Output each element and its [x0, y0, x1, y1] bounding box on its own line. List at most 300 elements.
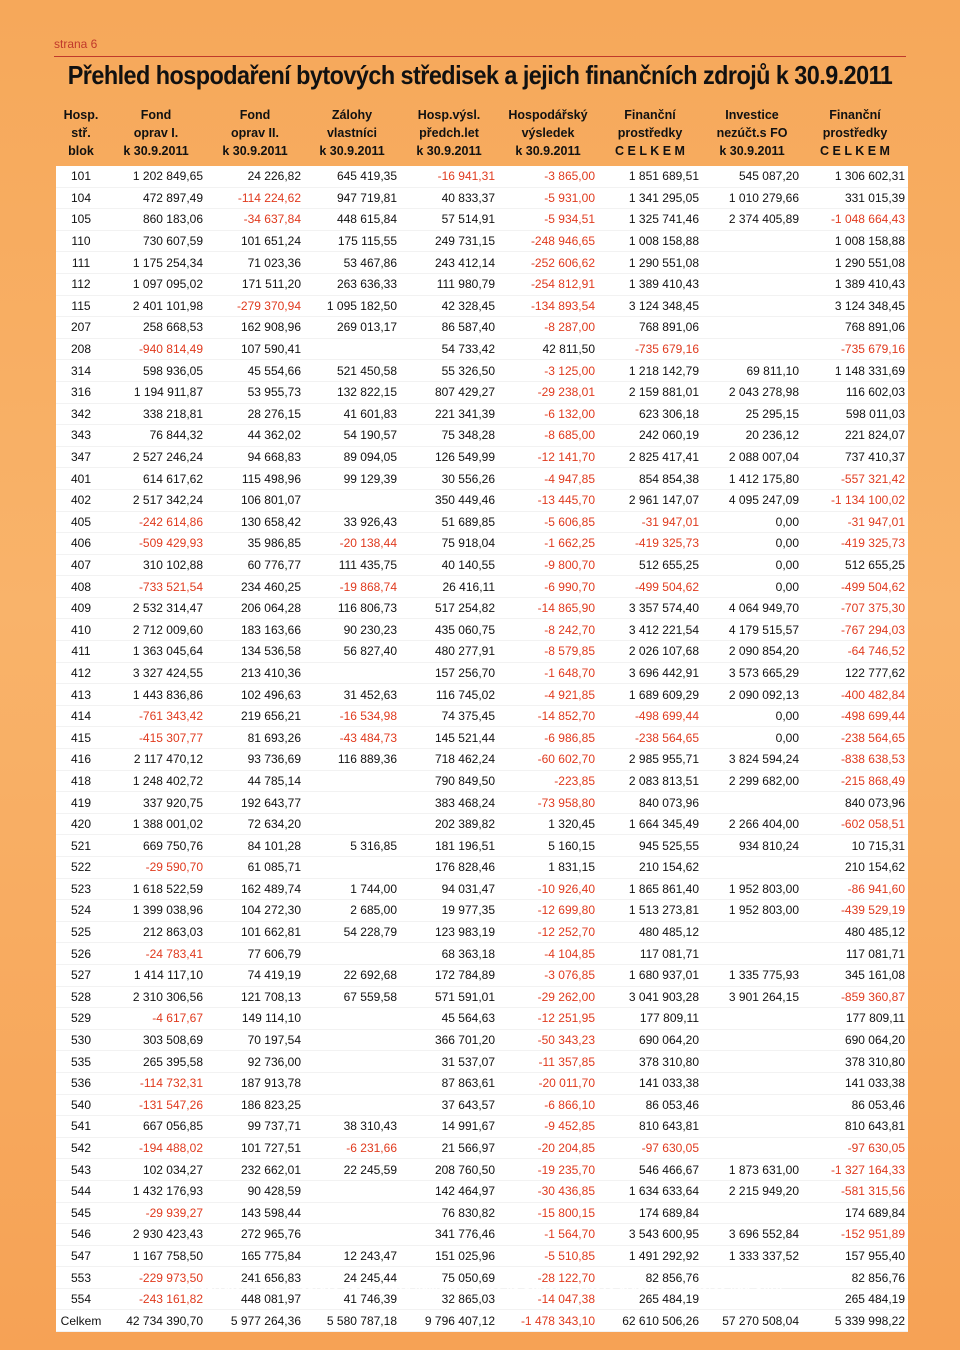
value-cell: 40 140,55 — [400, 554, 498, 576]
value-cell: 1 873 631,00 — [702, 1159, 802, 1181]
value-cell: 157 256,70 — [400, 662, 498, 684]
blok-cell: 105 — [56, 209, 106, 231]
value-cell: 175 115,55 — [304, 230, 400, 252]
value-cell: 3 901 264,15 — [702, 986, 802, 1008]
value-cell: 219 656,21 — [206, 705, 304, 727]
blok-cell: 535 — [56, 1051, 106, 1073]
table-row — [56, 662, 908, 684]
value-cell: 807 429,27 — [400, 381, 498, 403]
value-cell: 1 325 741,46 — [598, 209, 702, 231]
value-cell: 2 930 423,43 — [106, 1224, 206, 1246]
value-cell: 5 580 787,18 — [304, 1310, 400, 1332]
value-cell: -8 287,00 — [498, 317, 598, 339]
value-cell: 1 388 001,02 — [106, 813, 206, 835]
table-row — [56, 597, 908, 619]
value-cell: 1 689 609,29 — [598, 684, 702, 706]
value-cell: -15 800,15 — [498, 1202, 598, 1224]
value-cell: 1 618 522,59 — [106, 878, 206, 900]
table-row — [56, 511, 908, 533]
value-cell: 104 272,30 — [206, 900, 304, 922]
value-cell: 243 412,14 — [400, 252, 498, 274]
value-cell: 790 849,50 — [400, 770, 498, 792]
blok-cell: 401 — [56, 468, 106, 490]
value-cell: 74 419,19 — [206, 964, 304, 986]
value-cell: -9 452,85 — [498, 1116, 598, 1138]
table-row — [56, 986, 908, 1008]
value-cell: 1 513 273,81 — [598, 900, 702, 922]
column-header — [206, 104, 304, 166]
value-cell: 947 719,81 — [304, 187, 400, 209]
value-cell: -14 047,38 — [498, 1288, 598, 1310]
column-header-line: C E L K E M — [820, 144, 890, 158]
value-cell: -400 482,84 — [802, 684, 908, 706]
value-cell: 2 266 404,00 — [702, 813, 802, 835]
blok-cell: 406 — [56, 533, 106, 555]
value-cell: 854 854,38 — [598, 468, 702, 490]
table-row — [56, 317, 908, 339]
table-row — [56, 878, 908, 900]
value-cell: 76 844,32 — [106, 425, 206, 447]
value-cell: 94 668,83 — [206, 446, 304, 468]
value-cell: -1 648,70 — [498, 662, 598, 684]
column-header-line: blok — [68, 144, 94, 158]
value-cell: -602 058,51 — [802, 813, 908, 835]
table-row — [56, 187, 908, 209]
value-cell: -499 504,62 — [598, 576, 702, 598]
value-cell: 1 680 937,01 — [598, 964, 702, 986]
value-cell: 115 498,96 — [206, 468, 304, 490]
value-cell: 25 295,15 — [702, 403, 802, 425]
table-row — [56, 446, 908, 468]
value-cell: 41 601,83 — [304, 403, 400, 425]
value-cell: 57 514,91 — [400, 209, 498, 231]
table-row — [56, 964, 908, 986]
value-cell: -131 547,26 — [106, 1094, 206, 1116]
value-cell: 1 175 254,34 — [106, 252, 206, 274]
value-cell: 82 856,76 — [802, 1267, 908, 1289]
finance-table — [56, 104, 908, 1332]
table-row — [56, 1245, 908, 1267]
blok-cell: 110 — [56, 230, 106, 252]
value-cell: -29 590,70 — [106, 857, 206, 879]
value-cell: -707 375,30 — [802, 597, 908, 619]
value-cell: 3 124 348,45 — [802, 295, 908, 317]
value-cell: 1 952 803,00 — [702, 878, 802, 900]
value-cell: 202 389,82 — [400, 813, 498, 835]
value-cell: 67 559,58 — [304, 986, 400, 1008]
value-cell: 142 464,97 — [400, 1180, 498, 1202]
total-label: Celkem — [56, 1310, 106, 1332]
value-cell: 89 094,05 — [304, 446, 400, 468]
value-cell: -509 429,93 — [106, 533, 206, 555]
value-cell: 86 587,40 — [400, 317, 498, 339]
value-cell: 116 889,36 — [304, 749, 400, 771]
value-cell: 366 701,20 — [400, 1029, 498, 1051]
blok-cell: 541 — [56, 1116, 106, 1138]
value-cell: 121 708,13 — [206, 986, 304, 1008]
value-cell: 2 532 314,47 — [106, 597, 206, 619]
value-cell: 435 060,75 — [400, 619, 498, 641]
value-cell — [304, 1008, 400, 1030]
value-cell: 123 983,19 — [400, 921, 498, 943]
value-cell: 0,00 — [702, 511, 802, 533]
blok-cell: 412 — [56, 662, 106, 684]
value-cell: 1 148 331,69 — [802, 360, 908, 382]
value-cell: -1 662,25 — [498, 533, 598, 555]
value-cell: 571 591,01 — [400, 986, 498, 1008]
value-cell: 2 090 092,13 — [702, 684, 802, 706]
value-cell — [304, 813, 400, 835]
value-cell: 768 891,06 — [598, 317, 702, 339]
value-cell: 20 236,12 — [702, 425, 802, 447]
value-cell: -252 606,62 — [498, 252, 598, 274]
value-cell: 22 245,59 — [304, 1159, 400, 1181]
value-cell: 143 598,44 — [206, 1202, 304, 1224]
value-cell: 151 025,96 — [400, 1245, 498, 1267]
value-cell: -5 931,00 — [498, 187, 598, 209]
value-cell: 3 327 424,55 — [106, 662, 206, 684]
value-cell: 75 050,69 — [400, 1267, 498, 1289]
value-cell: 56 827,40 — [304, 641, 400, 663]
value-cell: 0,00 — [702, 705, 802, 727]
value-cell: -30 436,85 — [498, 1180, 598, 1202]
value-cell: -4 947,85 — [498, 468, 598, 490]
value-cell: 28 276,15 — [206, 403, 304, 425]
blok-cell: 540 — [56, 1094, 106, 1116]
value-cell: 3 357 574,40 — [598, 597, 702, 619]
table-row — [56, 705, 908, 727]
value-cell: -940 814,49 — [106, 338, 206, 360]
value-cell: 1 363 045,64 — [106, 641, 206, 663]
value-cell: -735 679,16 — [802, 338, 908, 360]
value-cell: 71 023,36 — [206, 252, 304, 274]
value-cell: 232 662,01 — [206, 1159, 304, 1181]
table-body — [56, 166, 908, 1332]
value-cell: 265 395,58 — [106, 1051, 206, 1073]
value-cell: 945 525,55 — [598, 835, 702, 857]
value-cell: 1 389 410,43 — [802, 273, 908, 295]
table-row — [56, 209, 908, 231]
value-cell: 1 865 861,40 — [598, 878, 702, 900]
value-cell: 106 801,07 — [206, 489, 304, 511]
value-cell: -20 204,85 — [498, 1137, 598, 1159]
value-cell: 38 310,43 — [304, 1116, 400, 1138]
value-cell: 690 064,20 — [598, 1029, 702, 1051]
value-cell — [702, 1137, 802, 1159]
value-cell: -498 699,44 — [802, 705, 908, 727]
value-cell: -12 251,95 — [498, 1008, 598, 1030]
value-cell — [304, 770, 400, 792]
value-cell: 102 034,27 — [106, 1159, 206, 1181]
blok-cell: 115 — [56, 295, 106, 317]
value-cell: 117 081,71 — [598, 943, 702, 965]
table-row — [56, 489, 908, 511]
value-cell: 44 785,14 — [206, 770, 304, 792]
value-cell: 234 460,25 — [206, 576, 304, 598]
value-cell: 337 920,75 — [106, 792, 206, 814]
value-cell: 331 015,39 — [802, 187, 908, 209]
blok-cell: 413 — [56, 684, 106, 706]
value-cell — [702, 921, 802, 943]
value-cell: 0,00 — [702, 554, 802, 576]
value-cell: -6 986,85 — [498, 727, 598, 749]
value-cell: -767 294,03 — [802, 619, 908, 641]
value-cell: 1 306 602,31 — [802, 166, 908, 187]
table-row — [56, 813, 908, 835]
value-cell — [702, 338, 802, 360]
value-cell — [304, 489, 400, 511]
value-cell: -114 732,31 — [106, 1072, 206, 1094]
value-cell: -29 238,01 — [498, 381, 598, 403]
value-cell: 183 163,66 — [206, 619, 304, 641]
value-cell: -498 699,44 — [598, 705, 702, 727]
value-cell: 84 101,28 — [206, 835, 304, 857]
value-cell: -5 606,85 — [498, 511, 598, 533]
value-cell: 42 811,50 — [498, 338, 598, 360]
value-cell: 213 410,36 — [206, 662, 304, 684]
value-cell: -557 321,42 — [802, 468, 908, 490]
value-cell: 101 651,24 — [206, 230, 304, 252]
value-cell: 0,00 — [702, 533, 802, 555]
column-header-line: k 30.9.2011 — [319, 144, 385, 158]
value-cell: 14 991,67 — [400, 1116, 498, 1138]
value-cell: 55 326,50 — [400, 360, 498, 382]
value-cell: -499 504,62 — [802, 576, 908, 598]
value-cell: -20 138,44 — [304, 533, 400, 555]
value-cell: -1 048 664,43 — [802, 209, 908, 231]
blok-cell: 544 — [56, 1180, 106, 1202]
value-cell: 3 696 442,91 — [598, 662, 702, 684]
column-header-line: Hosp. — [63, 108, 99, 122]
value-cell — [304, 1180, 400, 1202]
blok-cell: 101 — [56, 166, 106, 187]
value-cell: -1 134 100,02 — [802, 489, 908, 511]
value-cell: 2 527 246,24 — [106, 446, 206, 468]
value-cell — [702, 295, 802, 317]
column-header-line: Fond — [239, 108, 271, 122]
blok-cell: 542 — [56, 1137, 106, 1159]
value-cell: 24 226,82 — [206, 166, 304, 187]
table-row — [56, 943, 908, 965]
value-cell: 1 952 803,00 — [702, 900, 802, 922]
value-cell: 1 333 337,52 — [702, 1245, 802, 1267]
value-cell: 157 955,40 — [802, 1245, 908, 1267]
value-cell: 480 277,91 — [400, 641, 498, 663]
value-cell — [702, 273, 802, 295]
value-cell: 448 081,97 — [206, 1288, 304, 1310]
value-cell: -223,85 — [498, 770, 598, 792]
value-cell: 1 290 551,08 — [802, 252, 908, 274]
blok-cell: 207 — [56, 317, 106, 339]
value-cell: 521 450,58 — [304, 360, 400, 382]
value-cell: 480 485,12 — [598, 921, 702, 943]
value-cell: 345 161,08 — [802, 964, 908, 986]
value-cell: 22 692,68 — [304, 964, 400, 986]
value-cell: 303 508,69 — [106, 1029, 206, 1051]
value-cell: 101 662,81 — [206, 921, 304, 943]
value-cell: -14 852,70 — [498, 705, 598, 727]
blok-cell: 316 — [56, 381, 106, 403]
value-cell: -419 325,73 — [802, 533, 908, 555]
value-cell: 145 521,44 — [400, 727, 498, 749]
blok-cell: 545 — [56, 1202, 106, 1224]
column-header-line: předch.let — [419, 126, 479, 140]
value-cell: 840 073,96 — [598, 792, 702, 814]
value-cell: 3 041 903,28 — [598, 986, 702, 1008]
value-cell: 126 549,99 — [400, 446, 498, 468]
value-cell: 2 401 101,98 — [106, 295, 206, 317]
value-cell: 2 712 009,60 — [106, 619, 206, 641]
blok-cell: 529 — [56, 1008, 106, 1030]
finance-table-container — [56, 104, 908, 1332]
table-row — [56, 727, 908, 749]
value-cell: 116 806,73 — [304, 597, 400, 619]
blok-cell: 405 — [56, 511, 106, 533]
column-header-line: Hospodářský — [508, 108, 588, 122]
table-row — [56, 576, 908, 598]
value-cell: -1 327 164,33 — [802, 1159, 908, 1181]
column-header-line: Finanční — [829, 108, 881, 122]
value-cell: -1 478 343,10 — [498, 1310, 598, 1332]
value-cell: 1 831,15 — [498, 857, 598, 879]
value-cell: -14 865,90 — [498, 597, 598, 619]
value-cell: -19 235,70 — [498, 1159, 598, 1181]
footer-note: Pro uživatele bytů ve správě SBD vydává nákladem 2 150 ks Stavební bytové družstvo Klášterec nad Ohří. — [176, 1281, 784, 1292]
value-cell: 1 491 292,92 — [598, 1245, 702, 1267]
value-cell: 44 362,02 — [206, 425, 304, 447]
value-cell: 77 606,79 — [206, 943, 304, 965]
blok-cell: 416 — [56, 749, 106, 771]
value-cell: -229 973,50 — [106, 1267, 206, 1289]
value-cell: 37 643,57 — [400, 1094, 498, 1116]
value-cell: 141 033,38 — [598, 1072, 702, 1094]
value-cell: -43 484,73 — [304, 727, 400, 749]
value-cell: 53 955,73 — [206, 381, 304, 403]
table-row — [56, 921, 908, 943]
value-cell: 1 335 775,93 — [702, 964, 802, 986]
table-row — [56, 835, 908, 857]
column-header-line: prostředky — [822, 126, 888, 140]
value-cell: 2 517 342,24 — [106, 489, 206, 511]
column-header-line: k 30.9.2011 — [515, 144, 581, 158]
value-cell: 1 008 158,88 — [598, 230, 702, 252]
value-cell: 61 085,71 — [206, 857, 304, 879]
value-cell: -60 602,70 — [498, 749, 598, 771]
column-header-line: k 30.9.2011 — [222, 144, 288, 158]
value-cell: 212 863,03 — [106, 921, 206, 943]
column-header — [106, 104, 206, 166]
value-cell: -29 939,27 — [106, 1202, 206, 1224]
value-cell: 176 828,46 — [400, 857, 498, 879]
value-cell: 45 564,63 — [400, 1008, 498, 1030]
value-cell: 383 468,24 — [400, 792, 498, 814]
header-divider — [54, 56, 906, 57]
value-cell: 141 033,38 — [802, 1072, 908, 1094]
value-cell: 82 856,76 — [598, 1267, 702, 1289]
table-row — [56, 360, 908, 382]
blok-cell: 554 — [56, 1288, 106, 1310]
value-cell: 2 299 682,00 — [702, 770, 802, 792]
value-cell: 1 399 038,96 — [106, 900, 206, 922]
value-cell: 116 602,03 — [802, 381, 908, 403]
value-cell: -4 617,67 — [106, 1008, 206, 1030]
table-row — [56, 338, 908, 360]
value-cell — [702, 1029, 802, 1051]
page-number-label: strana 6 — [54, 37, 98, 51]
value-cell: -12 141,70 — [498, 446, 598, 468]
value-cell: -415 307,77 — [106, 727, 206, 749]
column-header-line: Investice — [725, 108, 779, 122]
value-cell: 480 485,12 — [802, 921, 908, 943]
value-cell: 70 197,54 — [206, 1029, 304, 1051]
value-cell — [304, 943, 400, 965]
value-cell: 33 926,43 — [304, 511, 400, 533]
value-cell: -16 941,31 — [400, 166, 498, 187]
value-cell: 545 087,20 — [702, 166, 802, 187]
value-cell: -439 529,19 — [802, 900, 908, 922]
table-row — [56, 1051, 908, 1073]
value-cell: 378 310,80 — [802, 1051, 908, 1073]
value-cell — [304, 338, 400, 360]
table-row — [56, 295, 908, 317]
blok-cell: 527 — [56, 964, 106, 986]
column-header-line: nezúčt.s FO — [716, 126, 788, 140]
value-cell: 3 824 594,24 — [702, 749, 802, 771]
blok-cell: 112 — [56, 273, 106, 295]
value-cell: 1 634 633,64 — [598, 1180, 702, 1202]
value-cell: 210 154,62 — [598, 857, 702, 879]
blok-cell: 314 — [56, 360, 106, 382]
value-cell: -1 564,70 — [498, 1224, 598, 1246]
value-cell: 1 248 402,72 — [106, 770, 206, 792]
value-cell: 111 435,75 — [304, 554, 400, 576]
value-cell: 54 733,42 — [400, 338, 498, 360]
value-cell — [702, 1072, 802, 1094]
column-header-line: Fond — [140, 108, 172, 122]
value-cell: 208 760,50 — [400, 1159, 498, 1181]
blok-cell: 546 — [56, 1224, 106, 1246]
value-cell: 111 980,79 — [400, 273, 498, 295]
column-header-line: oprav II. — [231, 126, 279, 140]
value-cell: 181 196,51 — [400, 835, 498, 857]
value-cell: -13 445,70 — [498, 489, 598, 511]
value-cell: 810 643,81 — [802, 1116, 908, 1138]
value-cell: 1 008 158,88 — [802, 230, 908, 252]
blok-cell: 342 — [56, 403, 106, 425]
page-title: Přehled hospodaření bytových středisek a jejich finančních zdrojů k 30.9.2011 — [67, 60, 893, 90]
value-cell: -243 161,82 — [106, 1288, 206, 1310]
value-cell: 172 784,89 — [400, 964, 498, 986]
value-cell: 258 668,53 — [106, 317, 206, 339]
value-cell: -279 370,94 — [206, 295, 304, 317]
value-cell: 272 965,76 — [206, 1224, 304, 1246]
table-row — [56, 1224, 908, 1246]
value-cell: 90 428,59 — [206, 1180, 304, 1202]
value-cell: 265 484,19 — [598, 1288, 702, 1310]
blok-cell: 410 — [56, 619, 106, 641]
table-row — [56, 1094, 908, 1116]
blok-cell: 524 — [56, 900, 106, 922]
value-cell: -28 122,70 — [498, 1267, 598, 1289]
value-cell: -248 946,65 — [498, 230, 598, 252]
value-cell: 12 243,47 — [304, 1245, 400, 1267]
value-cell — [304, 1202, 400, 1224]
blok-cell: 523 — [56, 878, 106, 900]
column-header-line: oprav I. — [133, 126, 179, 140]
value-cell: 42 328,45 — [400, 295, 498, 317]
value-cell: 1 095 182,50 — [304, 295, 400, 317]
header-row — [56, 104, 908, 166]
